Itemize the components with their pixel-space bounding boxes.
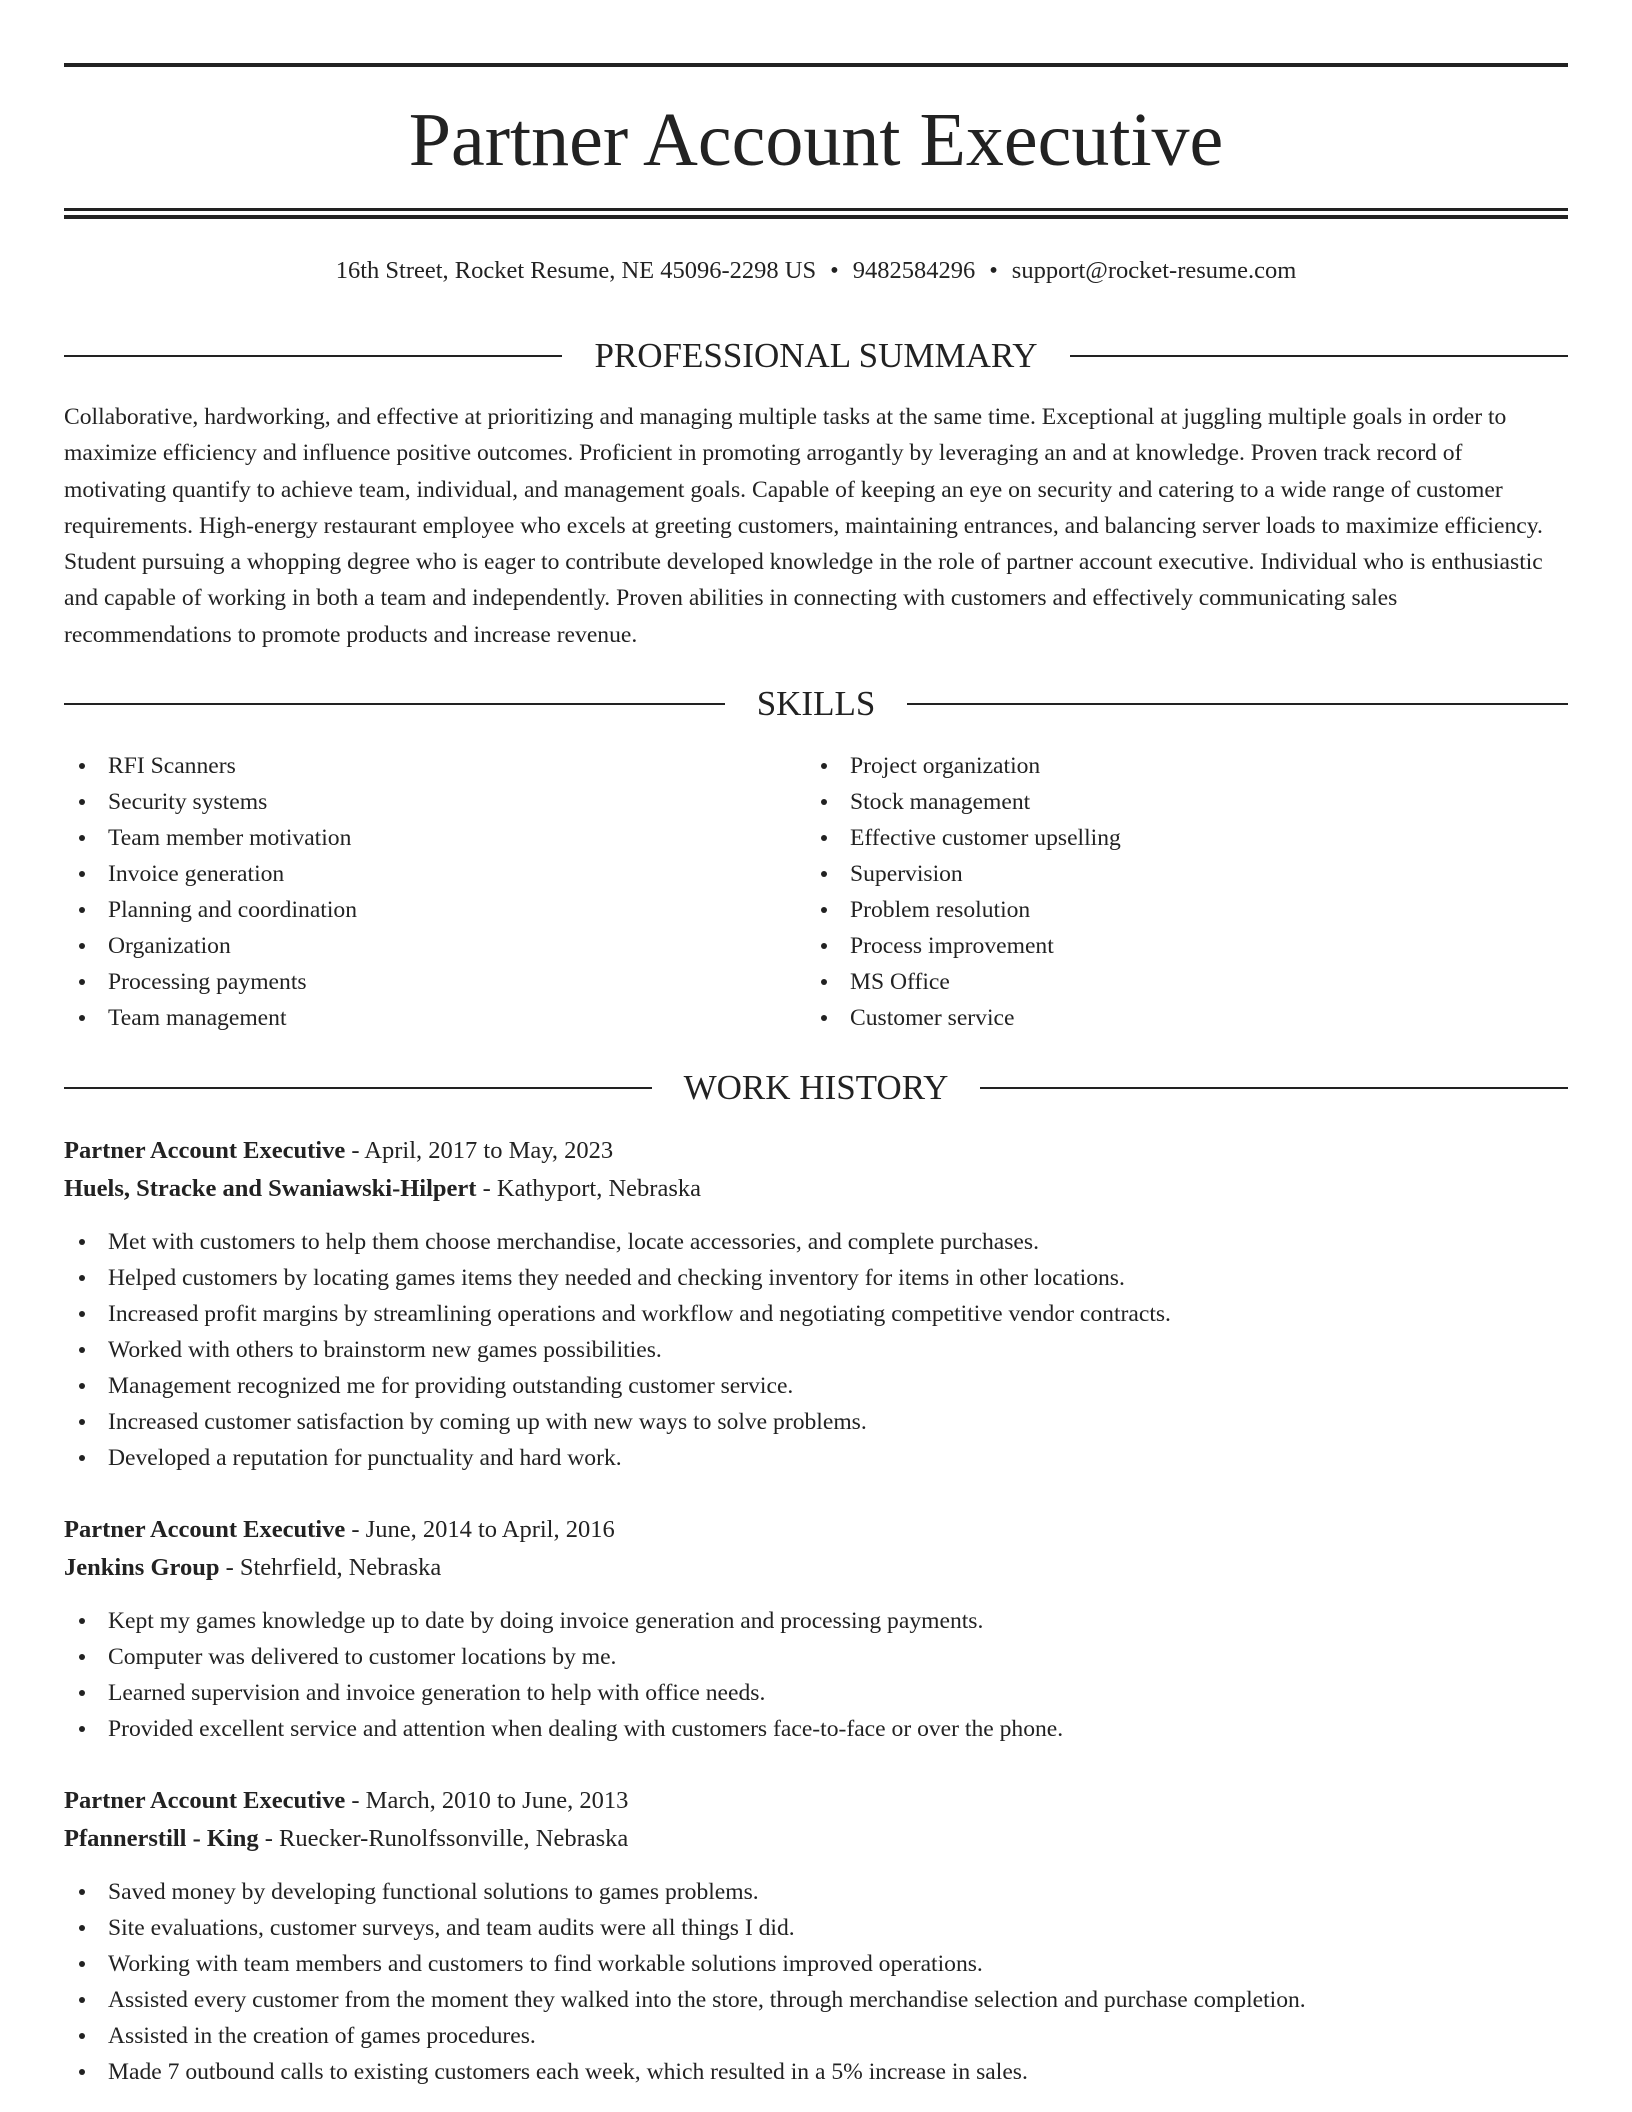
job-duty: Assisted in the creation of games procedures. bbox=[64, 2018, 1568, 2054]
job-duty: Management recognized me for providing outstanding customer service. bbox=[64, 1368, 1568, 1404]
skill-item: Supervision bbox=[806, 856, 1121, 892]
job-duty: Increased customer satisfaction by coming up with new ways to solve problems. bbox=[64, 1404, 1568, 1440]
job-duty: Assisted every customer from the moment they walked into the store, through merchandise selection and purchase completion. bbox=[64, 1982, 1568, 2018]
job-location: - Ruecker-Runolfssonville, Nebraska bbox=[258, 1825, 629, 1852]
skills-list-right bbox=[806, 748, 1121, 1036]
job-title: Partner Account Executive bbox=[64, 1516, 346, 1543]
job-duty: Site evaluations, customer surveys, and team audits were all things I did. bbox=[64, 1910, 1568, 1946]
heading-rule-right bbox=[980, 1087, 1568, 1089]
job-entry bbox=[64, 1782, 1568, 2090]
contact-email: support@rocket-resume.com bbox=[1011, 257, 1297, 284]
job-duty: Learned supervision and invoice generation to help with office needs. bbox=[64, 1675, 1568, 1711]
work-history-heading-title: WORK HISTORY bbox=[683, 1068, 949, 1107]
job-duties bbox=[64, 1224, 1568, 1476]
job-location: - Stehrfield, Nebraska bbox=[219, 1554, 442, 1581]
job-company-line bbox=[64, 1170, 1568, 1208]
summary-text: Collaborative, hardworking, and effective at prioritizing and managing multiple tasks at the same time. Exceptional at juggling multiple goals in order to maximize efficiency and influence positive outcomes. Proficient in promoting arrogantly by leveraging an and at knowledge. Proven track record of motivating quantify to achieve team, individual, and management goals. Capable of keeping an eye on security and catering to a wide range of customer requirements. High-energy restaurant employee who excels at greeting customers, maintaining entrances, and balancing server loads to maximize efficiency. Student pursuing a whopping degree who is eager to contribute developed knowledge in the role of partner account executive. Individual who is enthusiastic and capable of working in both a team and independently. Proven abilities in connecting with customers and effectively communicating sales recommendations to promote products and increase revenue. bbox=[64, 404, 1543, 648]
skill-item: Effective customer upselling bbox=[806, 820, 1121, 856]
skill-item: Invoice generation bbox=[64, 856, 357, 892]
job-company: Huels, Stracke and Swaniawski-Hilpert bbox=[64, 1175, 477, 1202]
skills-heading bbox=[64, 682, 1568, 726]
contact-line bbox=[64, 256, 1568, 286]
job-title-line bbox=[64, 1132, 1568, 1170]
job-dates: - March, 2010 to June, 2013 bbox=[345, 1787, 629, 1814]
skills-heading-title: SKILLS bbox=[756, 684, 876, 723]
job-duty: Computer was delivered to customer locations by me. bbox=[64, 1639, 1568, 1675]
job-company: Pfannerstill - King bbox=[64, 1825, 259, 1852]
job-entry bbox=[64, 1132, 1568, 1476]
skill-item: Planning and coordination bbox=[64, 892, 357, 928]
skill-item: RFI Scanners bbox=[64, 748, 357, 784]
job-duty: Working with team members and customers to find workable solutions improved operations. bbox=[64, 1946, 1568, 1982]
skill-item: Process improvement bbox=[806, 928, 1121, 964]
job-duty: Made 7 outbound calls to existing customers each week, which resulted in a 5% increase in sales. bbox=[64, 2054, 1568, 2090]
job-title: Partner Account Executive bbox=[64, 1787, 346, 1814]
summary-heading-title: PROFESSIONAL SUMMARY bbox=[594, 336, 1038, 375]
job-title-line bbox=[64, 1511, 1568, 1549]
job-entry bbox=[64, 1511, 1568, 1747]
job-location: - Kathyport, Nebraska bbox=[476, 1175, 701, 1202]
heading-rule-left bbox=[64, 1087, 652, 1089]
contact-separator: • bbox=[989, 257, 998, 284]
job-duty: Provided excellent service and attention when dealing with customers face-to-face or over the phone. bbox=[64, 1711, 1568, 1747]
job-company: Jenkins Group bbox=[64, 1554, 220, 1581]
heading-rule-right bbox=[1070, 355, 1568, 357]
skill-item: Customer service bbox=[806, 1000, 1121, 1036]
resume-name: Partner Account Executive bbox=[408, 98, 1224, 182]
job-title-line bbox=[64, 1782, 1568, 1820]
heading-rule-right bbox=[907, 703, 1568, 705]
skill-item: Team management bbox=[64, 1000, 357, 1036]
heading-rule-left bbox=[64, 355, 562, 357]
skill-item: Organization bbox=[64, 928, 357, 964]
job-duties bbox=[64, 1874, 1568, 2090]
heading-rule-left bbox=[64, 703, 725, 705]
skill-item: Stock management bbox=[806, 784, 1121, 820]
contact-phone: 9482584296 bbox=[852, 257, 976, 284]
skills-list-left bbox=[64, 748, 357, 1036]
summary-heading bbox=[64, 334, 1568, 378]
job-duty: Met with customers to help them choose merchandise, locate accessories, and complete purchases. bbox=[64, 1224, 1568, 1260]
name-rule-upper bbox=[64, 208, 1568, 211]
skill-item: Project organization bbox=[806, 748, 1121, 784]
job-duty: Increased profit margins by streamlining operations and workflow and negotiating competitive vendor contracts. bbox=[64, 1296, 1568, 1332]
skill-item: Processing payments bbox=[64, 964, 357, 1000]
job-duty: Saved money by developing functional solutions to games problems. bbox=[64, 1874, 1568, 1910]
contact-address: 16th Street, Rocket Resume, NE 45096-2298 US bbox=[335, 257, 817, 284]
job-company-line bbox=[64, 1549, 1568, 1587]
work-history-heading bbox=[64, 1066, 1568, 1110]
skill-item: Security systems bbox=[64, 784, 357, 820]
job-company-line bbox=[64, 1820, 1568, 1858]
job-dates: - June, 2014 to April, 2016 bbox=[345, 1516, 615, 1543]
job-duty: Helped customers by locating games items they needed and checking inventory for items in other locations. bbox=[64, 1260, 1568, 1296]
top-rule bbox=[64, 63, 1568, 67]
job-dates: - April, 2017 to May, 2023 bbox=[345, 1137, 614, 1164]
skill-item: MS Office bbox=[806, 964, 1121, 1000]
job-duty: Worked with others to brainstorm new games possibilities. bbox=[64, 1332, 1568, 1368]
contact-separator: • bbox=[830, 257, 839, 284]
job-title: Partner Account Executive bbox=[64, 1137, 346, 1164]
job-duty: Developed a reputation for punctuality and hard work. bbox=[64, 1440, 1568, 1476]
skill-item: Team member motivation bbox=[64, 820, 357, 856]
skill-item: Problem resolution bbox=[806, 892, 1121, 928]
job-duties bbox=[64, 1603, 1568, 1747]
job-duty: Kept my games knowledge up to date by doing invoice generation and processing payments. bbox=[64, 1603, 1568, 1639]
name-rule-lower bbox=[64, 215, 1568, 219]
